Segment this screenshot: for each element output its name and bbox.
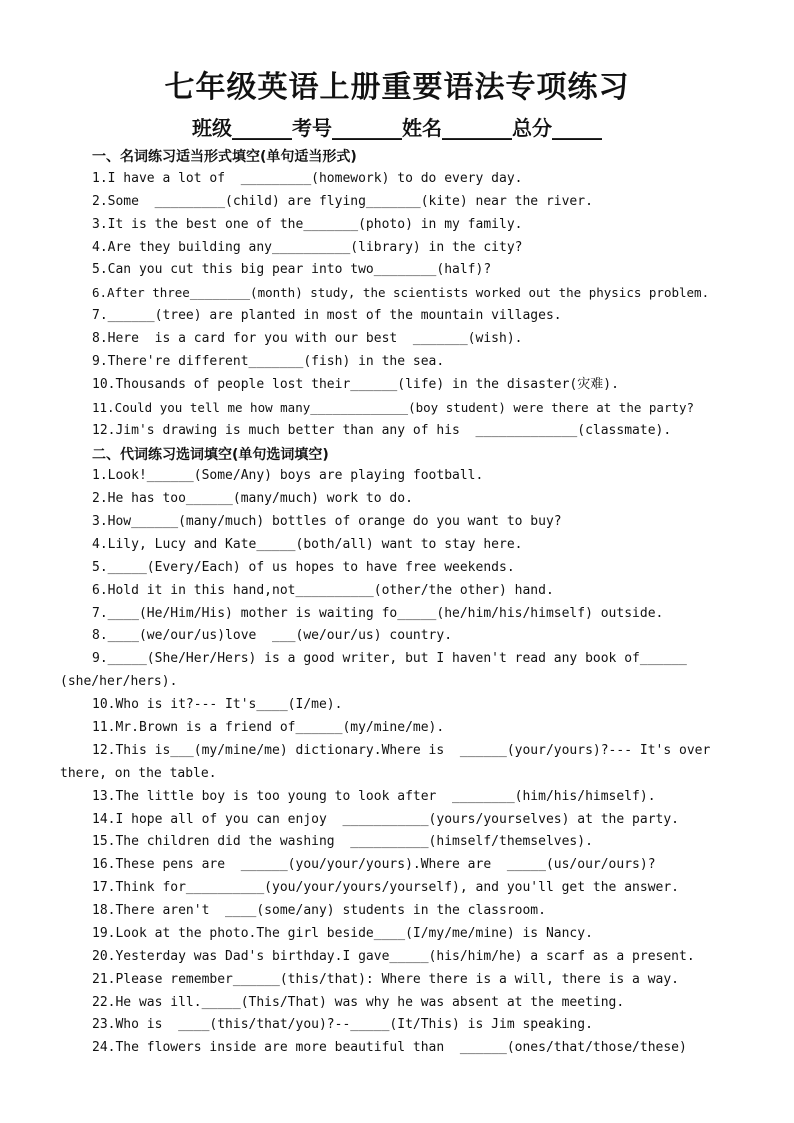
exercise-item: 22.He was ill._____(This/That) was why he was absent at the meeting. [92, 995, 625, 1010]
section-heading: 一、名词练习适当形式填空(单句适当形式) [92, 149, 357, 165]
exercise-item-continuation: there, on the table. [60, 766, 217, 781]
exercise-item: 19.Look at the photo.The girl beside____(I/my/me/mine) is Nancy. [92, 926, 593, 941]
exercise-item: 10.Who is it?--- It's____(I/me). [92, 697, 343, 712]
exercise-item: 3.How______(many/much) bottles of orange do you want to buy? [92, 514, 562, 529]
exercise-item: 1.I have a lot of _________(homework) to do every day. [92, 171, 523, 186]
exercise-item: 4.Lily, Lucy and Kate_____(both/all) want to stay here. [92, 537, 523, 552]
exercise-item: 4.Are they building any__________(library) in the city? [92, 240, 523, 255]
exercise-item: 23.Who is ____(this/that/you)?--_____(It/This) is Jim speaking. [92, 1017, 593, 1032]
exercise-item: 8.____(we/our/us)love ___(we/our/us) country. [92, 628, 453, 643]
exercise-item: 7.____(He/Him/His) mother is waiting fo_____(he/him/his/himself) outside. [92, 606, 664, 621]
page-title: 七年级英语上册重要语法专项练习 [164, 70, 630, 105]
exercise-item: 12.This is___(my/mine/me) dictionary.Where is ______(your/yours)?--- It's over [92, 743, 711, 758]
exercise-item: 20.Yesterday was Dad's birthday.I gave_____(his/him/he) a scarf as a present. [92, 949, 695, 964]
exercise-item: 6.Hold it in this hand,not__________(other/the other) hand. [92, 583, 554, 598]
exercise-item: 16.These pens are ______(you/your/yours).Where are _____(us/our/ours)? [92, 857, 656, 872]
exercise-item: 17.Think for__________(you/your/yours/yourself), and you'll get the answer. [92, 880, 679, 895]
exercise-item: 13.The little boy is too young to look after ________(him/his/himself). [92, 789, 656, 804]
exercise-item: 9._____(She/Her/Hers) is a good writer, but I haven't read any book of______ [92, 651, 687, 666]
exercise-item: 1.Look!______(Some/Any) boys are playing football. [92, 468, 484, 483]
exercise-item: 5._____(Every/Each) of us hopes to have free weekends. [92, 560, 515, 575]
exercise-item: 9.There're different_______(fish) in the sea. [92, 354, 445, 369]
exercise-item: 18.There aren't ____(some/any) students in the classroom. [92, 903, 546, 918]
exercise-item: 14.I hope all of you can enjoy ___________(yours/yourselves) at the party. [92, 812, 679, 827]
exercise-item: 2.He has too______(many/much) work to do. [92, 491, 413, 506]
exercise-item: 6.After three________(month) study, the scientists worked out the physics problem. [92, 285, 710, 300]
section-heading: 二、代词练习选词填空(单句选词填空) [92, 447, 329, 463]
exercise-item-continuation: (she/her/hers). [60, 674, 178, 689]
exercise-item: 15.The children did the washing __________(himself/themselves). [92, 834, 593, 849]
exercise-item: 2.Some _________(child) are flying_______(kite) near the river. [92, 194, 593, 209]
exercise-item: 12.Jim's drawing is much better than any of his _____________(classmate). [92, 423, 672, 438]
exercise-item: 3.It is the best one of the_______(photo) in my family. [92, 217, 523, 232]
exercise-item: 24.The flowers inside are more beautiful than ______(ones/that/those/these) [92, 1040, 687, 1055]
exercise-item: 11.Mr.Brown is a friend of______(my/mine/me). [92, 720, 445, 735]
exercise-item: 7.______(tree) are planted in most of the mountain villages. [92, 308, 562, 323]
exercise-item: 8.Here is a card for you with our best _______(wish). [92, 331, 523, 346]
exercise-item: 21.Please remember______(this/that): Where there is a will, there is a way. [92, 972, 679, 987]
student-info-line: 班级______考号_______姓名_______总分_____ [192, 116, 602, 140]
exercise-item: 11.Could you tell me how many_____________(boy student) were there at the party? [92, 400, 695, 415]
exercise-item: 10.Thousands of people lost their______(life) in the disaster(灾难). [92, 377, 619, 392]
exercise-item: 5.Can you cut this big pear into two________(half)? [92, 262, 492, 277]
